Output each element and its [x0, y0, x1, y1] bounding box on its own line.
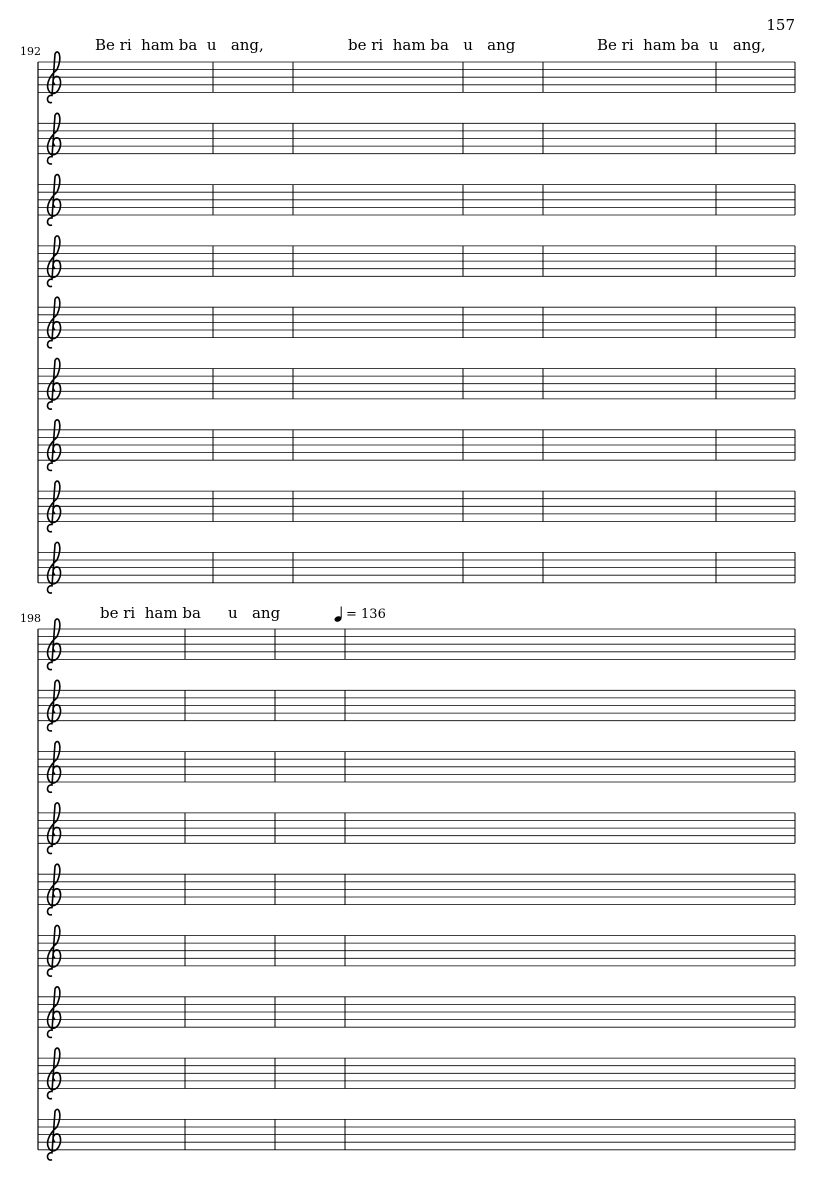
- staff: [38, 430, 795, 460]
- treble-clef-icon: [48, 52, 61, 103]
- treble-clef-icon: [48, 1048, 61, 1099]
- staff: [38, 1058, 795, 1088]
- staff: [38, 752, 795, 782]
- lyric: be ri ham ba: [100, 604, 201, 622]
- treble-clef-icon: [48, 1109, 61, 1160]
- staff: [38, 369, 795, 399]
- staff: [38, 552, 795, 582]
- staff: [38, 62, 795, 92]
- treble-clef-icon: [48, 864, 61, 915]
- staff: [38, 690, 795, 720]
- treble-clef-icon: [48, 925, 61, 976]
- treble-clef-icon: [48, 358, 61, 409]
- staff: [38, 997, 795, 1027]
- tempo-value: = 136: [346, 606, 386, 622]
- treble-clef-icon: [48, 420, 61, 471]
- treble-clef-icon: [48, 113, 61, 164]
- lyric: Be ri ham ba u ang,: [597, 36, 766, 54]
- staff: [38, 246, 795, 276]
- staff: [38, 936, 795, 966]
- treble-clef-icon: [48, 481, 61, 532]
- staff: [38, 874, 795, 904]
- staff: [38, 1119, 795, 1149]
- treble-clef-icon: [48, 297, 61, 348]
- treble-clef-icon: [48, 803, 61, 854]
- treble-clef-icon: [48, 987, 61, 1038]
- staff: [38, 307, 795, 337]
- treble-clef-icon: [48, 742, 61, 793]
- page-number: 157: [766, 16, 795, 34]
- measure-number: 192: [20, 45, 41, 58]
- treble-clef-icon: [48, 619, 61, 670]
- treble-clef-icon: [48, 236, 61, 287]
- staff: [38, 185, 795, 215]
- staff: [38, 629, 795, 659]
- treble-clef-icon: [48, 175, 61, 226]
- staff: [38, 123, 795, 153]
- staff: [38, 813, 795, 843]
- lyric: u ang: [228, 604, 281, 622]
- lyric: Be ri ham ba u ang,: [95, 36, 264, 54]
- staff: [38, 491, 795, 521]
- lyric: be ri ham ba u ang: [348, 36, 516, 54]
- treble-clef-icon: [48, 680, 61, 731]
- treble-clef-icon: [48, 542, 61, 593]
- measure-number: 198: [20, 612, 41, 625]
